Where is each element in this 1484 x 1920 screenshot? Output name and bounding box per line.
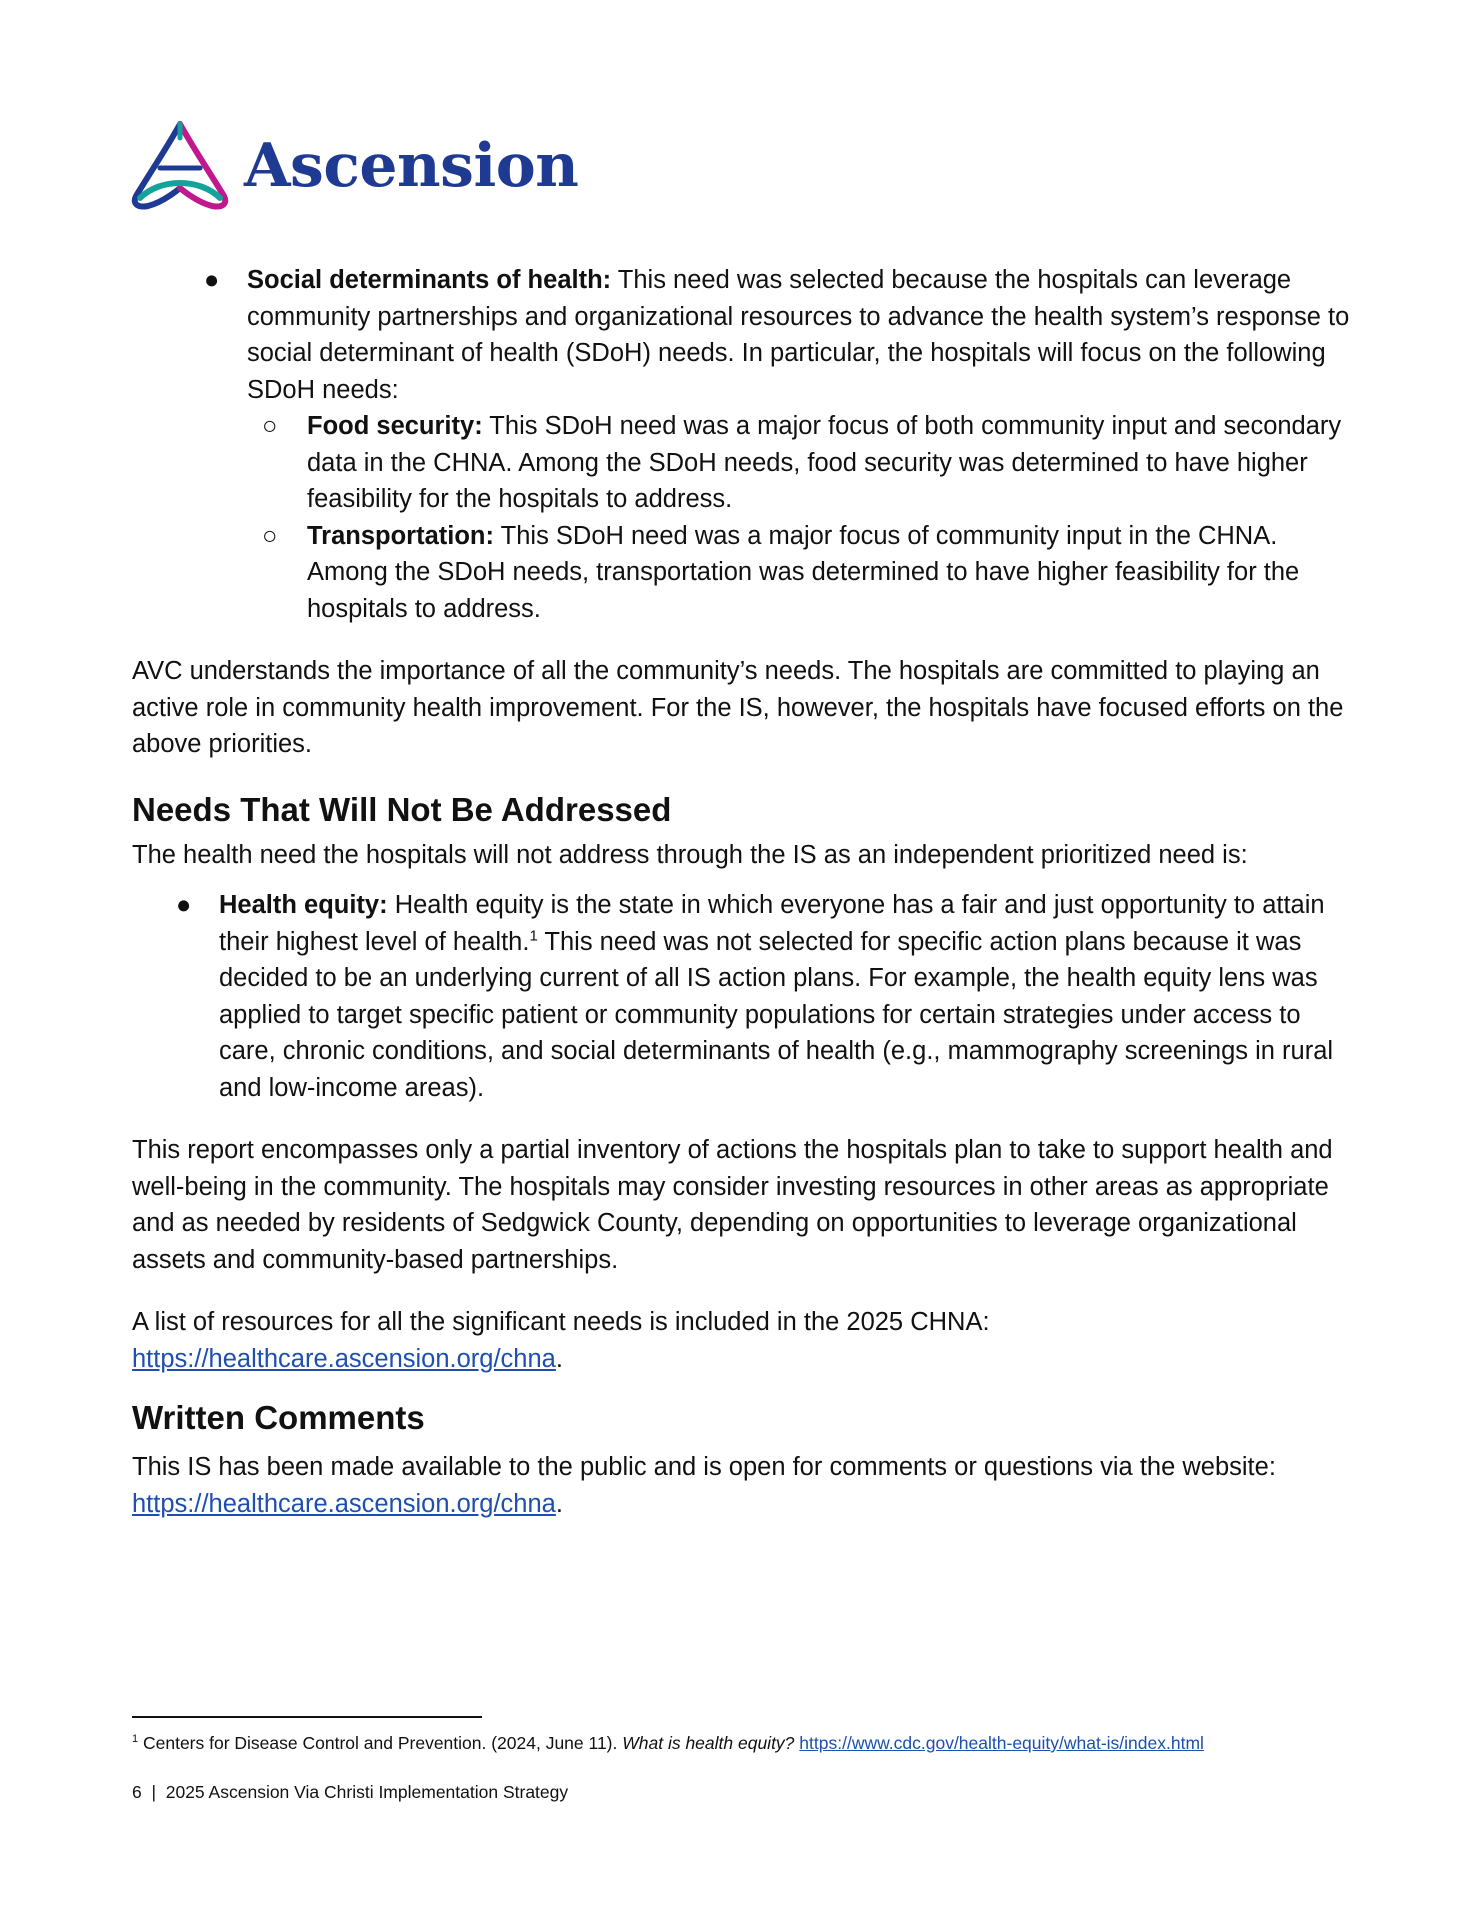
ascension-emblem-icon <box>130 118 230 210</box>
report-paragraph: This report encompasses only a partial inventory of actions the hospitals plan to take to support health and well-being in the community. The hospitals may consider investing resources in other areas as appropriate and as needed by residents of Sedgwick County, depending on opportunities to leverage organizational assets and community-based partnerships. <box>132 1136 1333 1274</box>
health-equity-term: Health equity: <box>219 891 388 919</box>
needs-intro: The health need the hospitals will not address through the IS as an independent prioritized need is: <box>132 840 1248 869</box>
chna-link[interactable]: https://healthcare.ascension.org/chna <box>132 1344 556 1373</box>
list-item-transportation <box>132 518 1362 628</box>
bullet-dot-icon: ● <box>176 891 192 919</box>
page-footer: 6 | 2025 Ascension Via Christi Implementation Strategy <box>132 1782 569 1802</box>
sdoh-body: This need was selected because the hospitals can leverage community partnerships and organizational resources to advance the health system’s response to social determinant of health (SDoH) needs. In particular, the hospitals will focus on the following SDoH needs: <box>247 266 1350 404</box>
written-comments-text: This IS has been made available to the public and is open for comments or questions via the website: <box>132 1453 1276 1481</box>
resources-paragraph <box>132 1304 1362 1377</box>
sdoh-term: Social determinants of health: <box>247 266 612 294</box>
transportation-text <box>307 518 1362 628</box>
food-security-term: Food security: <box>307 412 483 440</box>
footnote-divider <box>132 1716 482 1718</box>
bullet-circle-icon: ○ <box>262 521 278 550</box>
health-equity-body-b: This need was not selected for specific action plans because it was decided to be an underlying current of all IS action plans. For example, the health equity lens was applied to target specific patient or community populations for certain strategies under access to care, chronic conditions, and social determinants of health (e.g., mammography screenings in rural and low-income areas). <box>219 927 1334 1102</box>
cdc-link[interactable]: https://www.cdc.gov/health-equity/what-is/index.html <box>799 1733 1204 1753</box>
list-item-health-equity <box>132 887 1362 1106</box>
footnote <box>132 1730 1372 1756</box>
resources-period: . <box>555 1344 563 1373</box>
footnote-number: 1 <box>132 1733 139 1746</box>
priority-bullet-list <box>132 262 1362 627</box>
food-security-text <box>307 408 1362 518</box>
bullet-dot-icon: ● <box>204 266 220 294</box>
ascension-logo <box>130 118 578 210</box>
list-item-food-security <box>132 408 1362 518</box>
food-security-body: This SDoH need was a major focus of both community input and secondary data in the CHNA. Among the SDoH needs, food security was determined to have higher feasibility for the hospitals to address. <box>307 412 1342 513</box>
avc-paragraph: AVC understands the importance of all the community’s needs. The hospitals are committed to playing an active role in community health improvement. For the IS, however, the hospitals have focused efforts on the above priorities. <box>132 657 1344 758</box>
bullet-circle-icon: ○ <box>262 412 278 440</box>
transportation-body: This SDoH need was a major focus of community input in the CHNA. Among the SDoH needs, transportation was determined to have higher feasibility for the hospitals to address. <box>307 521 1300 623</box>
page-content <box>132 262 1362 1522</box>
footnote-title: What is health equity? <box>622 1733 795 1753</box>
logo-wordmark: Ascension <box>244 131 579 201</box>
resources-text: A list of resources for all the significant needs is included in the 2025 CHNA: <box>132 1308 990 1336</box>
needs-not-addressed-heading: Needs That Will Not Be Addressed <box>132 790 672 828</box>
written-comments-heading: Written Comments <box>132 1399 425 1436</box>
health-equity-text <box>219 887 1362 1106</box>
sdoh-text <box>247 262 1362 408</box>
health-equity-body-a: Health equity is the state in which everyone has a fair and just opportunity to attain their highest level of health. <box>219 891 1325 956</box>
written-comments-paragraph <box>132 1449 1362 1522</box>
written-comments-period: . <box>555 1489 563 1518</box>
transportation-term: Transportation: <box>307 521 495 550</box>
footnote-text: Centers for Disease Control and Prevention. (2024, June 11). <box>138 1733 623 1753</box>
chna-link-comments[interactable]: https://healthcare.ascension.org/chna <box>132 1489 556 1518</box>
footnote-ref[interactable]: 1 <box>529 927 538 944</box>
list-item-sdoh <box>132 262 1362 408</box>
